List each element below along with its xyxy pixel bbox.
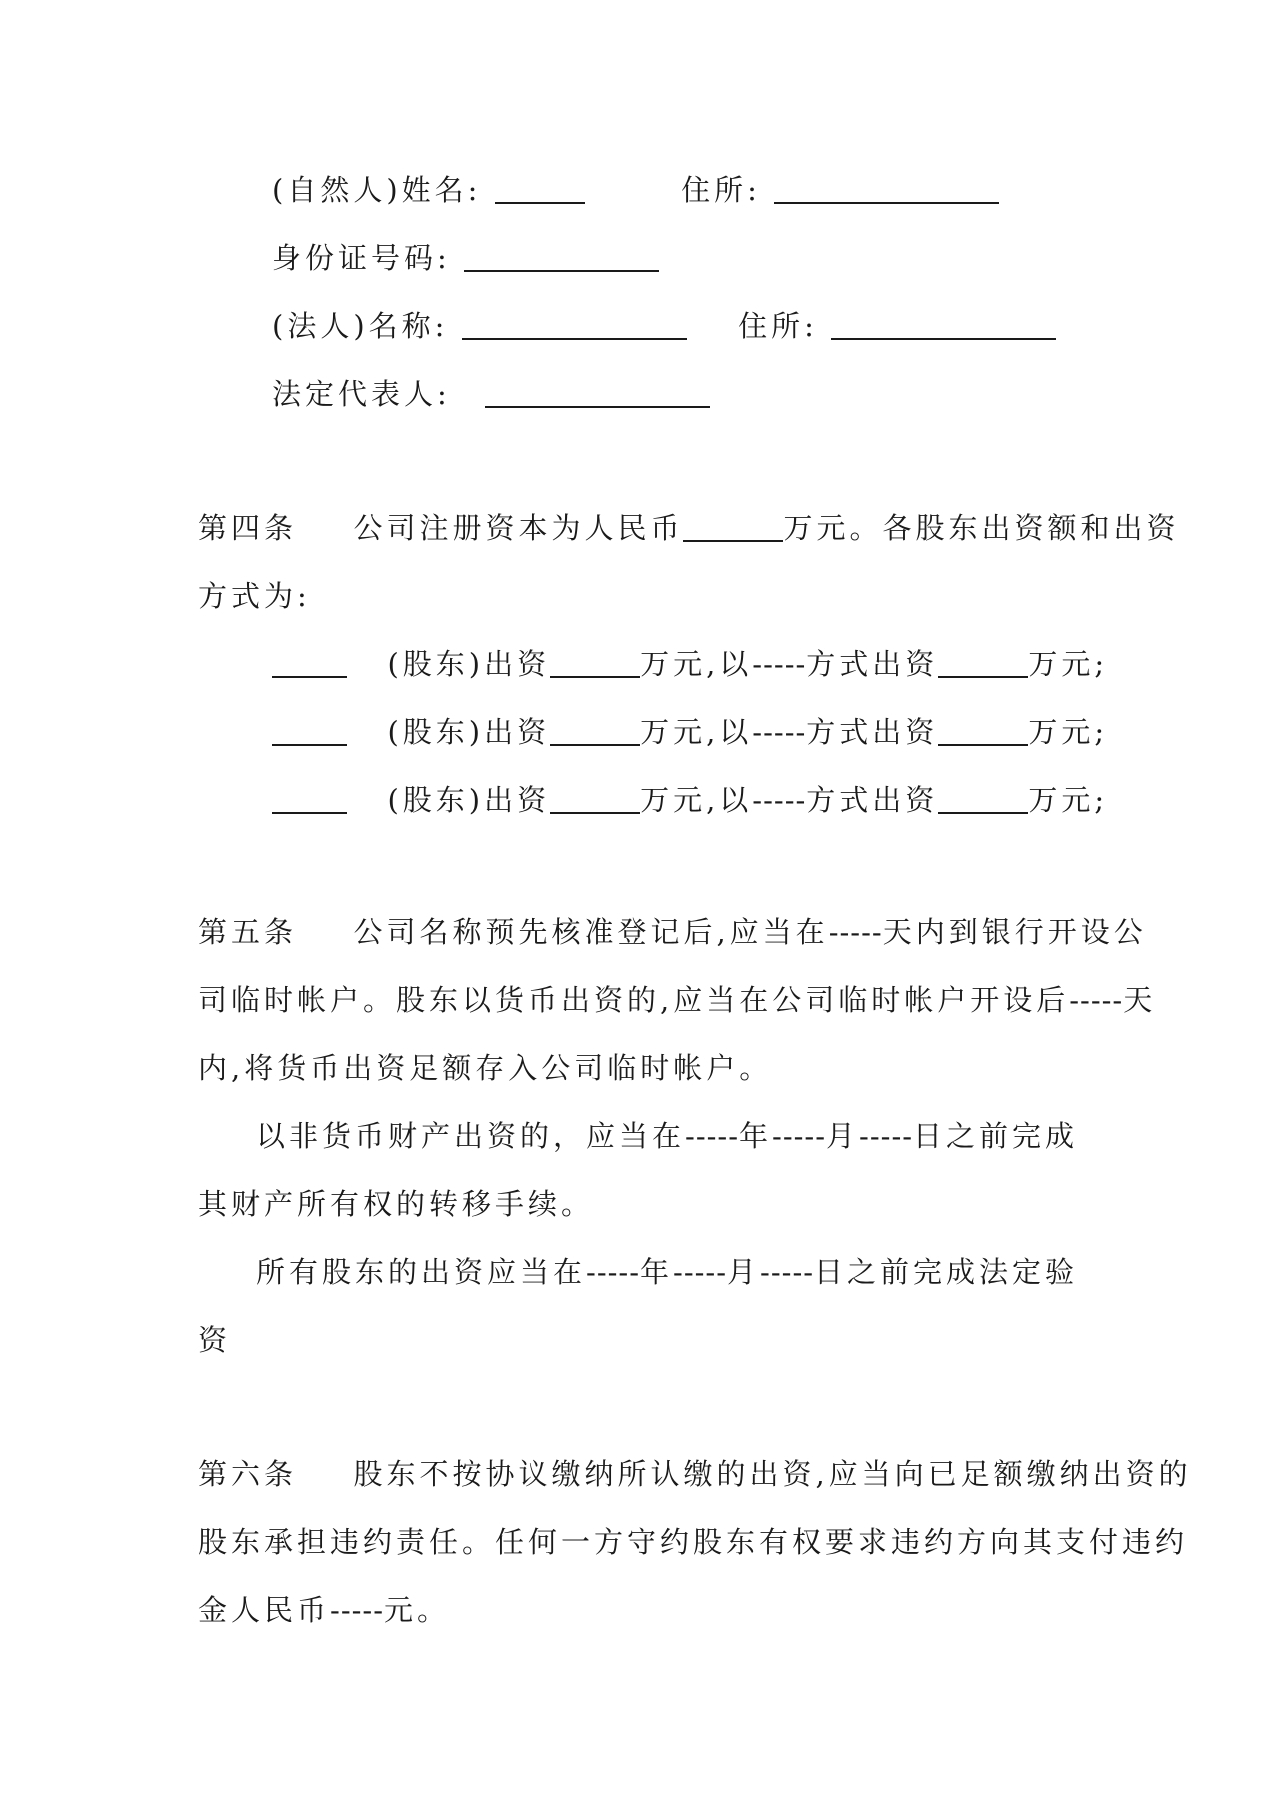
shareholder-blank[interactable] — [272, 646, 347, 678]
non-monetary-tail: 日之前完成 — [913, 1119, 1079, 1153]
year-label: 年 — [640, 1255, 674, 1289]
month-blank[interactable]: ----- — [673, 1255, 728, 1289]
verification-tail: 日之前完成法定验 — [814, 1255, 1079, 1289]
article6-text-line3-tail: 元。 — [384, 1593, 451, 1627]
days-blank[interactable]: ----- — [828, 915, 883, 949]
deposit-days-blank[interactable]: ----- — [1069, 983, 1124, 1017]
legal-address-label: 住所: — [738, 309, 818, 343]
row-end-label: 万元; — [1028, 647, 1109, 681]
article6-line2 — [198, 1522, 1188, 1562]
row-shareholder-label: (股东)出资 — [387, 715, 551, 749]
legal-rep-line — [272, 374, 710, 414]
row-end-label: 万元; — [1028, 783, 1109, 817]
penalty-amount-blank[interactable]: ----- — [330, 1593, 385, 1627]
article5-text-line2: 司临时帐户。股东以货币出资的,应当在公司临时帐户开设后 — [198, 983, 1070, 1017]
shareholder-blank[interactable] — [272, 714, 347, 746]
method-amount-blank[interactable] — [938, 714, 1028, 746]
non-monetary-text-line2: 其财产所有权的转移手续。 — [198, 1187, 595, 1221]
verification-line1 — [256, 1252, 1078, 1292]
article4-text-tail: 万元。各股东出资额和出资 — [783, 511, 1180, 545]
article6-text-line2: 股东承担违约责任。任何一方守约股东有权要求违约方向其支付违约 — [198, 1525, 1189, 1559]
article5-line2 — [198, 980, 1156, 1020]
row-mid-label: 万元,以 — [640, 783, 753, 817]
article5-line3 — [198, 1048, 772, 1088]
article4-text: 公司注册资本为人民币 — [353, 511, 684, 545]
natural-name-label: (自然人)姓名: — [272, 173, 482, 207]
article5-text: 公司名称预先核准登记后,应当在 — [353, 915, 829, 949]
contribution-row — [272, 712, 1108, 752]
row-mid-label: 万元,以 — [640, 715, 753, 749]
article5-heading: 第五条 — [198, 915, 298, 949]
article6-text: 股东不按协议缴纳所认缴的出资,应当向已足额缴纳出资的 — [353, 1457, 1192, 1491]
row-method-label: 方式出资 — [806, 783, 939, 817]
shareholder-blank[interactable] — [272, 782, 347, 814]
contribution-row — [272, 644, 1108, 684]
article5-text-tail: 天内到银行开设公 — [882, 915, 1147, 949]
contribution-amount-blank[interactable] — [550, 646, 640, 678]
article5-line1 — [198, 912, 1147, 952]
natural-name-blank[interactable] — [495, 172, 585, 204]
non-monetary-line2 — [198, 1184, 594, 1224]
row-shareholder-label: (股东)出资 — [387, 783, 551, 817]
article5-text-line3: 内,将货币出资足额存入公司临时帐户。 — [198, 1051, 773, 1085]
non-monetary-text: 以非货币财产出资的，应当在 — [256, 1119, 686, 1153]
article6-heading: 第六条 — [198, 1457, 298, 1491]
article5-text-line2-tail: 天 — [1123, 983, 1157, 1017]
method-amount-blank[interactable] — [938, 646, 1028, 678]
natural-address-label: 住所: — [681, 173, 761, 207]
article4-heading: 第四条 — [198, 511, 298, 545]
year-blank[interactable]: ----- — [586, 1255, 641, 1289]
legal-rep-blank[interactable] — [485, 376, 710, 408]
natural-person-line — [272, 170, 999, 210]
id-number-label: 身份证号码: — [272, 241, 451, 275]
row-shareholder-label: (股东)出资 — [387, 647, 551, 681]
legal-rep-label: 法定代表人: — [272, 377, 451, 411]
method-blank[interactable]: ----- — [752, 647, 807, 681]
registered-capital-blank[interactable] — [683, 510, 783, 542]
legal-address-blank[interactable] — [831, 308, 1056, 340]
contribution-amount-blank[interactable] — [550, 714, 640, 746]
id-number-blank[interactable] — [464, 240, 659, 272]
row-method-label: 方式出资 — [806, 647, 939, 681]
article6-line1 — [198, 1454, 1192, 1494]
row-mid-label: 万元,以 — [640, 647, 753, 681]
natural-address-blank[interactable] — [774, 172, 999, 204]
verification-text: 所有股东的出资应当在 — [256, 1255, 587, 1289]
verification-text-line2: 资 — [198, 1323, 232, 1357]
row-end-label: 万元; — [1028, 715, 1109, 749]
legal-name-blank[interactable] — [462, 308, 687, 340]
month-label: 月 — [727, 1255, 761, 1289]
method-blank[interactable]: ----- — [752, 715, 807, 749]
contribution-row — [272, 780, 1108, 820]
method-blank[interactable]: ----- — [752, 783, 807, 817]
method-amount-blank[interactable] — [938, 782, 1028, 814]
article6-line3 — [198, 1590, 450, 1630]
legal-name-label: (法人)名称: — [272, 309, 449, 343]
day-blank[interactable]: ----- — [859, 1119, 914, 1153]
year-blank[interactable]: ----- — [685, 1119, 740, 1153]
contribution-amount-blank[interactable] — [550, 782, 640, 814]
article4-line2 — [198, 576, 311, 616]
verification-line2 — [198, 1320, 231, 1360]
day-blank[interactable]: ----- — [760, 1255, 815, 1289]
non-monetary-line1 — [256, 1116, 1078, 1156]
id-number-line — [272, 238, 659, 278]
year-label: 年 — [739, 1119, 773, 1153]
row-method-label: 方式出资 — [806, 715, 939, 749]
article4-text-line2: 方式为: — [198, 579, 311, 613]
article4-line1 — [198, 508, 1179, 548]
month-blank[interactable]: ----- — [772, 1119, 827, 1153]
month-label: 月 — [826, 1119, 860, 1153]
article6-text-line3: 金人民币 — [198, 1593, 331, 1627]
legal-person-line — [272, 306, 1056, 346]
